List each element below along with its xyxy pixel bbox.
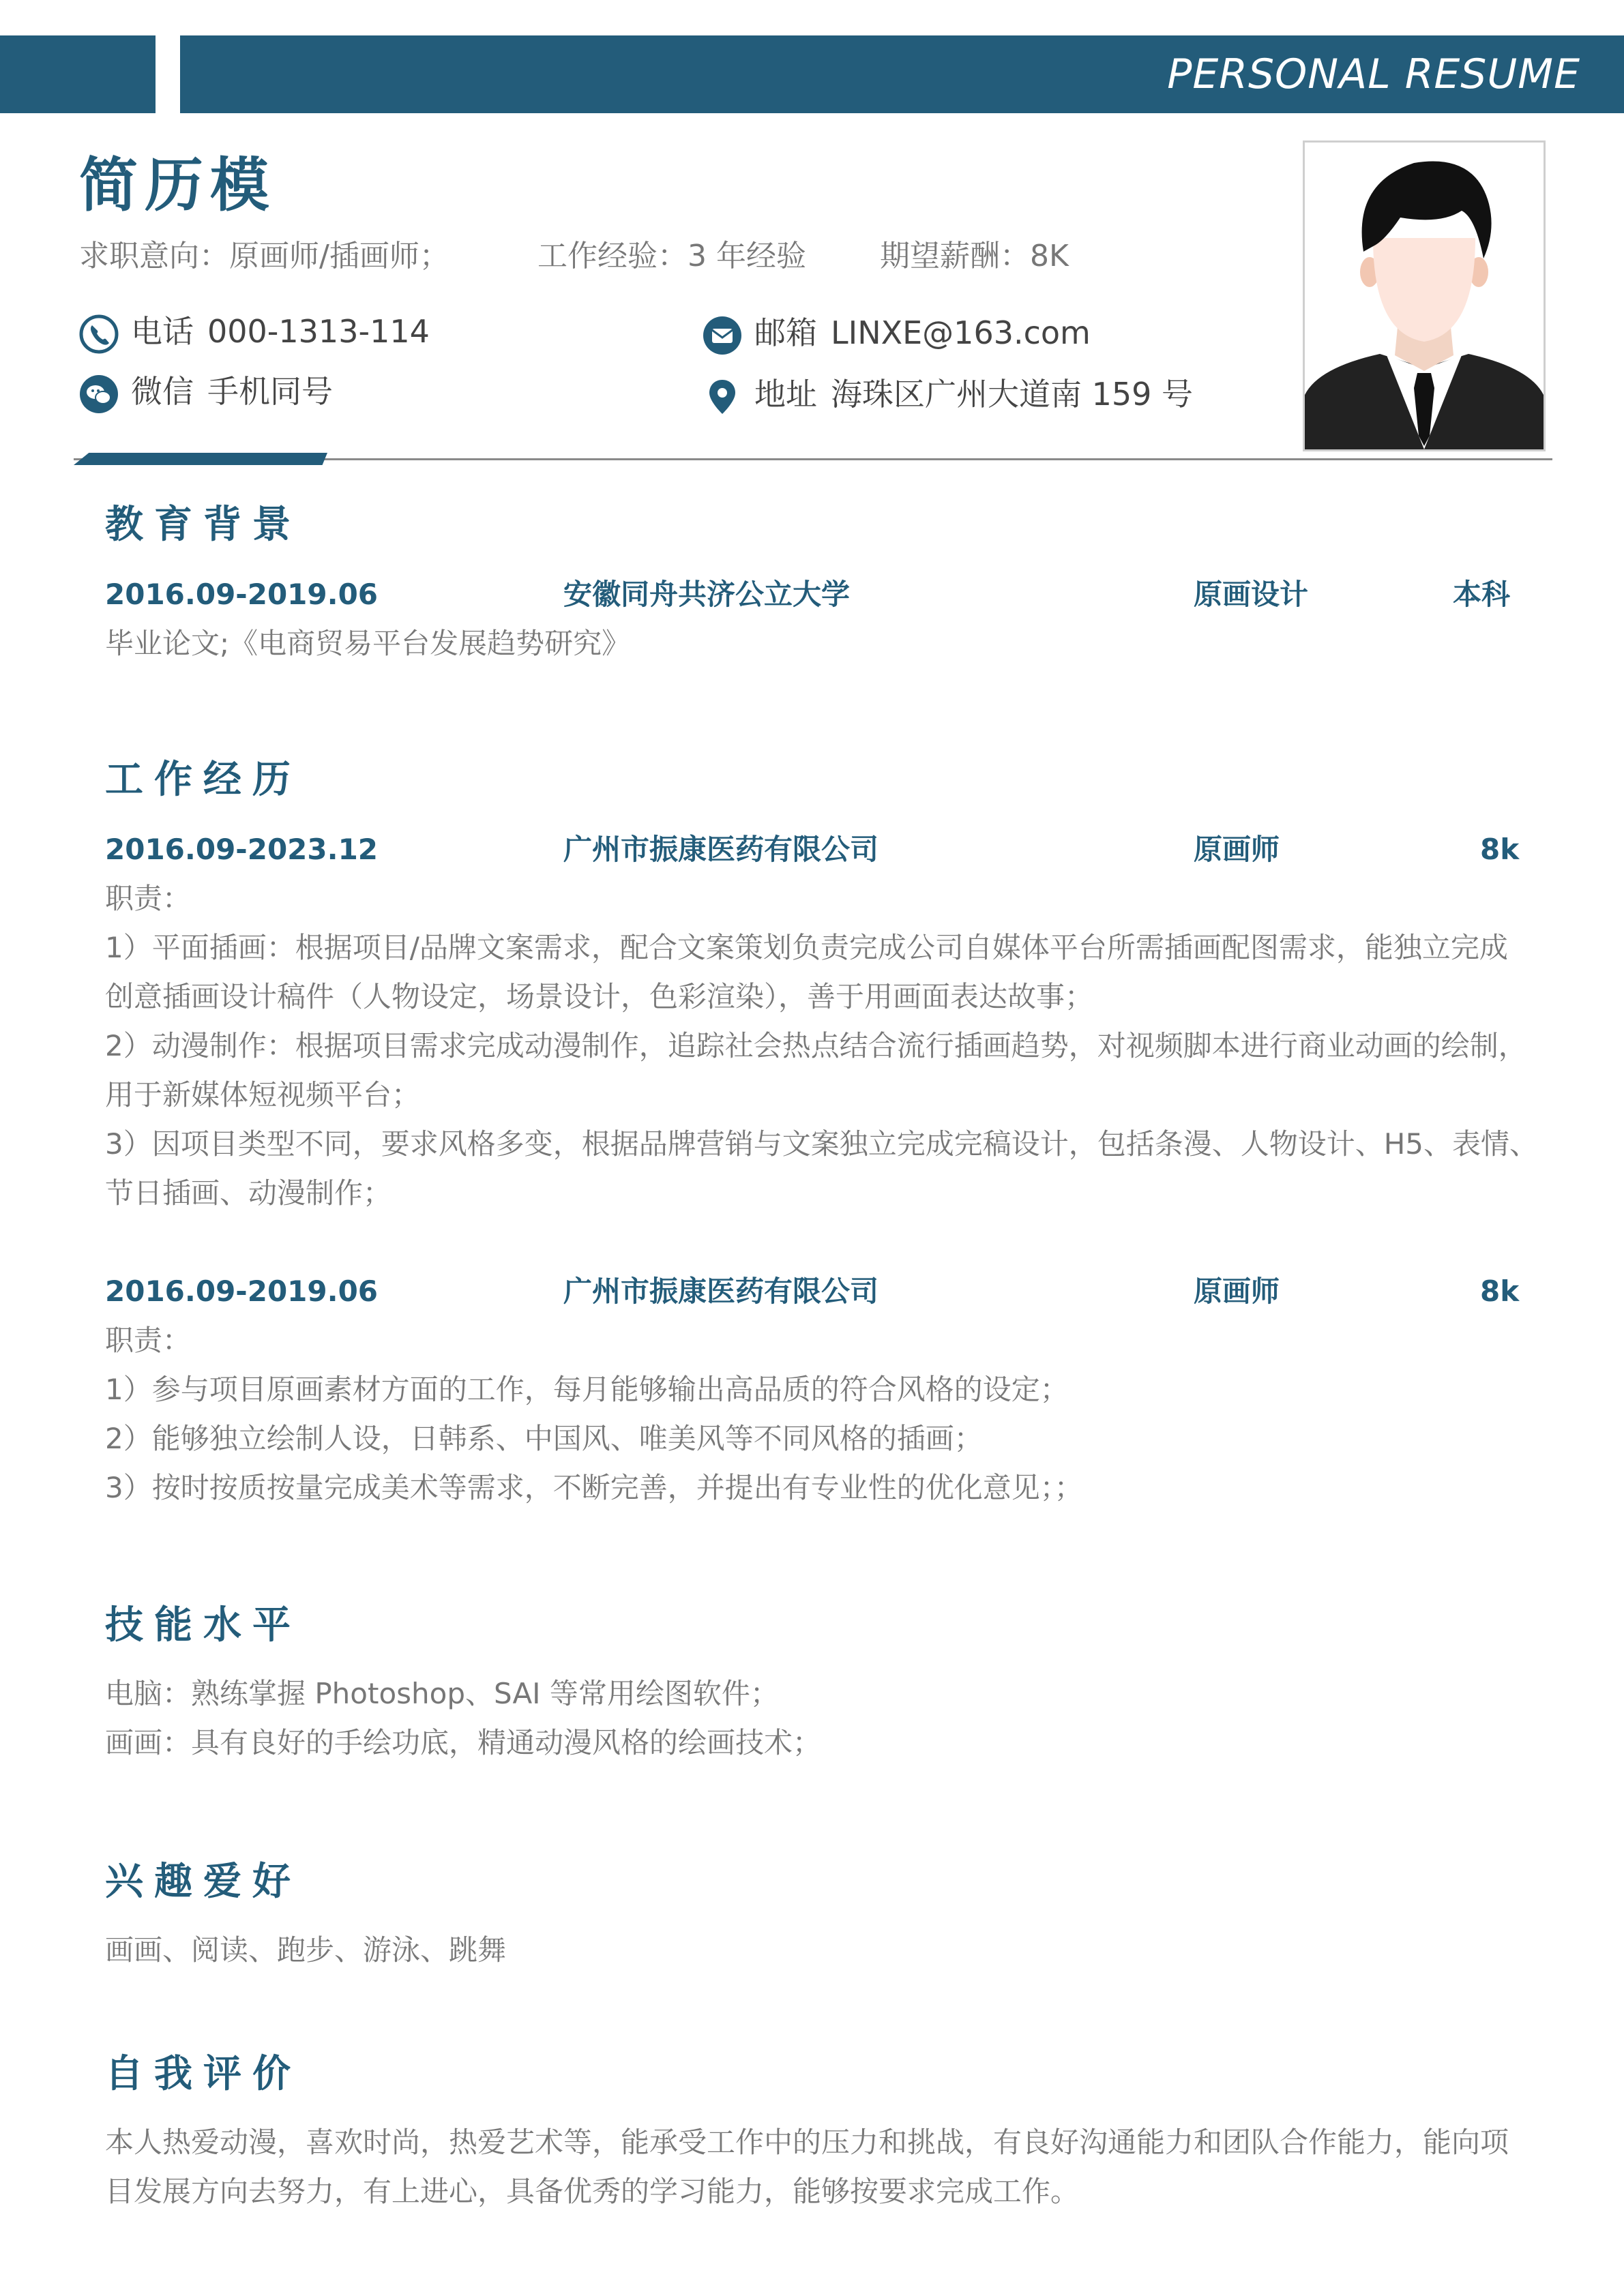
expected-salary: 期望薪酬：8K xyxy=(880,239,1069,273)
work-duties xyxy=(105,1316,1531,1512)
job-intent: 求职意向：原画师/插画师； xyxy=(79,239,449,273)
contact-email xyxy=(703,311,1091,355)
work-experience: 工作经验：3 年经验 xyxy=(537,239,806,273)
education-school: 安徽同舟共济公立大学 xyxy=(563,578,851,611)
self-eval-block xyxy=(105,2118,1531,2216)
work-entry xyxy=(105,828,1524,871)
phone-value: 000-1313-114 xyxy=(207,313,430,350)
work-company: 广州市振康医药有限公司 xyxy=(563,1274,879,1308)
work-salary: 8k xyxy=(1480,833,1520,866)
education-major: 原画设计 xyxy=(1194,578,1309,611)
profile-photo xyxy=(1303,140,1546,451)
phone-label: 电话 xyxy=(131,313,194,350)
contact-wechat xyxy=(79,370,333,414)
duty-line: 3）按时按质按量完成美术等需求，不断完善，并提出有专业性的优化意见；； xyxy=(105,1471,1083,1504)
work-duties xyxy=(105,874,1539,1218)
education-thesis: 毕业论文;《电商贸易平台发展趋势研究》 xyxy=(105,627,631,660)
address-label: 地址 xyxy=(754,376,817,413)
work-position: 原画师 xyxy=(1194,833,1280,866)
skills-list xyxy=(105,1669,1531,1768)
email-label: 邮箱 xyxy=(754,314,817,351)
wechat-label: 微信 xyxy=(131,373,194,410)
duty-line: 2）能够独立绘制人设，日韩系、中国风、唯美风等不同风格的插画； xyxy=(105,1422,983,1455)
wechat-value: 手机同号 xyxy=(207,373,333,410)
wechat-icon xyxy=(79,374,119,414)
location-pin-icon xyxy=(703,377,742,417)
section-title-hobbies: 兴趣爱好 xyxy=(105,1860,301,1904)
hobbies-text: 画画、阅读、跑步、游泳、跳舞 xyxy=(105,1933,507,1967)
self-eval-line: 目发展方向去努力，有上进心，具备优秀的学习能力，能够按要求完成工作。 xyxy=(105,2175,1080,2208)
skill-line: 画画：具有良好的手绘功底，精通动漫风格的绘画技术； xyxy=(105,1726,822,1759)
work-position: 原画师 xyxy=(1194,1274,1280,1308)
section-title-skills: 技能水平 xyxy=(105,1603,301,1648)
self-eval-line: 本人热爱动漫，喜欢时尚，热爱艺术等，能承受工作中的压力和挑战，有良好沟通能力和团队合作能力，能向项 xyxy=(105,2126,1509,2159)
duty-line: 3）因项目类型不同，要求风格多变，根据品牌营销与文案独立完成完稿设计，包括条漫、人物设计、H5、表情、 xyxy=(105,1127,1539,1161)
candidate-name: 简历模 xyxy=(79,151,276,220)
work-entry xyxy=(105,1270,1524,1313)
duty-line: 用于新媒体短视频平台； xyxy=(105,1078,421,1112)
work-period: 2016.09-2023.12 xyxy=(105,833,379,866)
contact-phone xyxy=(79,310,430,354)
education-degree: 本科 xyxy=(1453,578,1511,611)
section-title-self-eval: 自我评价 xyxy=(105,2052,301,2096)
duty-label: 职责： xyxy=(105,1324,192,1357)
header-divider-accent xyxy=(74,453,327,465)
duty-line: 创意插画设计稿件（人物设定，场景设计，色彩渲染），善于用画面表达故事； xyxy=(105,980,1094,1013)
section-title-education: 教育背景 xyxy=(105,503,301,547)
duty-line: 1）平面插画：根据项目/品牌文案需求，配合文案策划负责完成公司自媒体平台所需插画配图需求，能独立完成 xyxy=(105,931,1508,964)
phone-icon xyxy=(79,314,119,354)
work-salary: 8k xyxy=(1480,1274,1520,1308)
skill-line: 电脑：熟练掌握 Photoshop、SAI 等常用绘图软件； xyxy=(105,1677,779,1710)
banner-left-block xyxy=(0,35,156,113)
contact-address xyxy=(703,372,1193,417)
hobbies-block xyxy=(105,1926,1531,1975)
education-entry xyxy=(105,573,1524,616)
duty-label: 职责： xyxy=(105,882,192,915)
duty-line: 节日插画、动漫制作； xyxy=(105,1176,392,1210)
address-value: 海珠区广州大道南 159 号 xyxy=(831,376,1194,413)
section-title-work: 工作经历 xyxy=(105,758,301,802)
duty-line: 1）参与项目原画素材方面的工作，每月能够输出高品质的符合风格的设定； xyxy=(105,1373,1069,1406)
education-thesis-block xyxy=(105,619,1531,668)
email-icon xyxy=(703,316,742,355)
duty-line: 2）动漫制作：根据项目需求完成动漫制作，追踪社会热点结合流行插画趋势，对视频脚本进行商业动画的绘制， xyxy=(105,1029,1527,1062)
work-company: 广州市振康医药有限公司 xyxy=(563,833,879,866)
work-period: 2016.09-2019.06 xyxy=(105,1274,379,1308)
education-period: 2016.09-2019.06 xyxy=(105,578,379,611)
email-value: LINXE@163.com xyxy=(831,314,1091,351)
resume-title: PERSONAL RESUME xyxy=(1167,50,1580,98)
